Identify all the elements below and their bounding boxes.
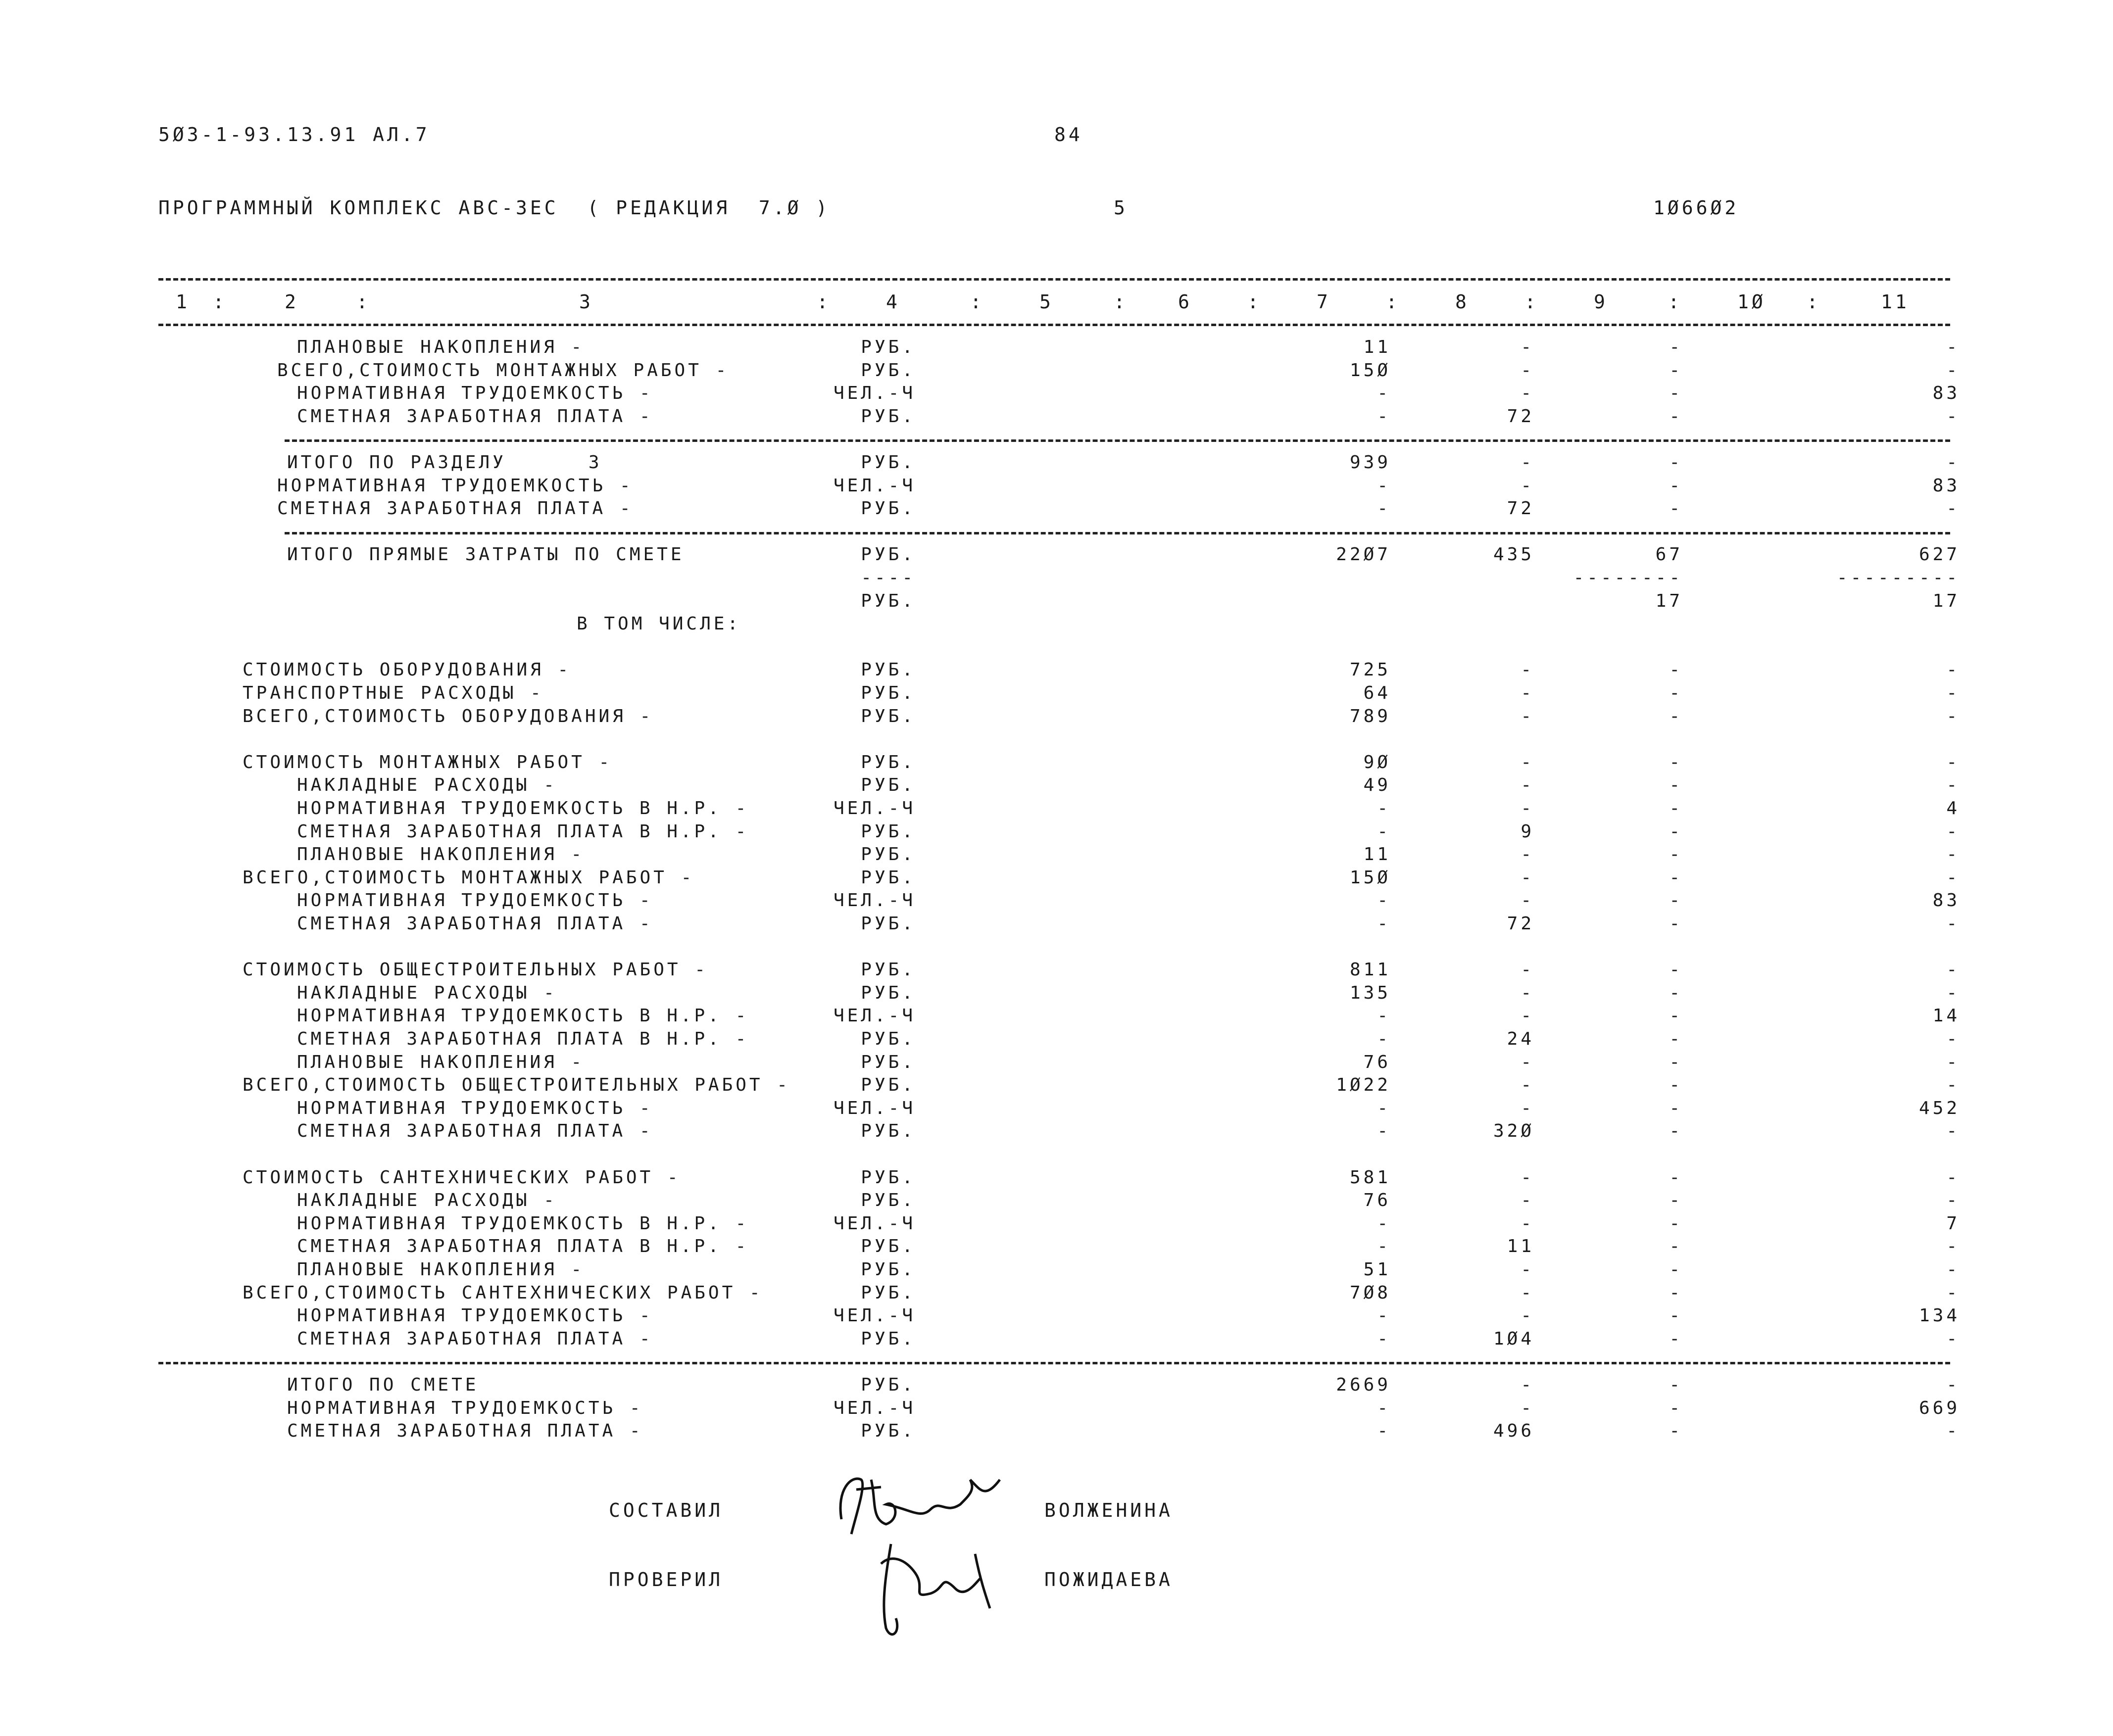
cell-c9: -	[1669, 660, 1683, 680]
compiled-label: СОСТАВИЛ	[609, 1499, 724, 1521]
cell-c7: -	[1377, 1098, 1391, 1118]
cell-c7: 1Ø22	[1336, 1075, 1391, 1096]
row-label: НОРМАТИВНАЯ ТРУДОЕМКОСТЬ -	[277, 475, 634, 496]
cell-c8: -	[1521, 752, 1534, 772]
program-title: ПРОГРАММНЫЙ КОМПЛЕКС АВС-3ЕС ( РЕДАКЦИЯ 7.Ø )	[158, 197, 831, 219]
cell-c7: 76	[1363, 1052, 1391, 1072]
row-label: СТОИМОСТЬ ОБЩЕСТРОИТЕЛЬНЫХ РАБОТ -	[243, 960, 708, 980]
row-unit: РУБ.	[861, 867, 916, 888]
cell-c7: -	[1377, 1398, 1391, 1418]
cell-c11: -	[1946, 1075, 1960, 1096]
cell-c9: 17	[1655, 590, 1683, 611]
row-unit: РУБ.	[861, 1259, 916, 1280]
column-separator: :	[356, 291, 371, 313]
column-separator: :	[1386, 291, 1400, 313]
cell-c11: -	[1946, 1328, 1960, 1349]
cell-c11: -	[1946, 1052, 1960, 1072]
cell-c7: 2669	[1336, 1375, 1391, 1395]
row-unit: РУБ.	[861, 1052, 916, 1072]
row-label: ПЛАНОВЫЕ НАКОПЛЕНИЯ -	[297, 337, 585, 357]
cell-c8: -	[1521, 867, 1534, 888]
column-header-8: 8	[1455, 291, 1470, 313]
column-header-9: 9	[1594, 291, 1608, 313]
cell-c8: 72	[1507, 914, 1534, 934]
cell-c9: -	[1669, 1052, 1683, 1072]
page-number: 84	[1054, 124, 1083, 145]
cell-c8: -	[1521, 337, 1534, 357]
cell-c7: 11	[1363, 337, 1391, 357]
cell-c8: -	[1521, 683, 1534, 703]
cell-c9: -	[1669, 683, 1683, 703]
row-label: СТОИМОСТЬ САНТЕХНИЧЕСКИХ РАБОТ -	[243, 1167, 681, 1188]
row-unit: РУБ.	[861, 775, 916, 796]
cell-c7: -	[1377, 1305, 1391, 1326]
estimate-code: 1Ø66Ø2	[1653, 197, 1739, 219]
cell-c7: 49	[1363, 775, 1391, 796]
row-label: ИТОГО ПО РАЗДЕЛУ 3	[287, 452, 602, 473]
row-label: СМЕТНАЯ ЗАРАБОТНАЯ ПЛАТА -	[297, 1328, 653, 1349]
cell-c8: -	[1521, 890, 1534, 911]
cell-c7: -	[1377, 1213, 1391, 1234]
cell-c7: 939	[1349, 452, 1391, 473]
cell-c9: -	[1669, 452, 1683, 473]
cell-c9: -	[1669, 1075, 1683, 1096]
cell-c11: 17	[1932, 590, 1960, 611]
cell-c7: 789	[1349, 706, 1391, 726]
cell-c11: -	[1946, 683, 1960, 703]
row-label: СМЕТНАЯ ЗАРАБОТНАЯ ПЛАТА -	[297, 914, 653, 934]
cell-c11: 627	[1918, 544, 1960, 565]
cell-c7: 76	[1363, 1190, 1391, 1211]
row-unit: РУБ.	[861, 406, 916, 427]
row-unit: РУБ.	[861, 1328, 916, 1349]
signature-checked	[861, 1534, 1010, 1648]
cell-c9: -	[1669, 867, 1683, 888]
signature-compiled	[822, 1460, 1010, 1544]
cell-c7: -	[1377, 475, 1391, 496]
cell-c7: 22Ø7	[1336, 544, 1391, 565]
row-unit: РУБ.	[861, 752, 916, 772]
row-unit: РУБ.	[861, 337, 916, 357]
cell-c8: -	[1521, 1098, 1534, 1118]
column-separator: :	[970, 291, 984, 313]
column-separator: :	[1524, 291, 1539, 313]
cell-c7: -	[1377, 821, 1391, 842]
cell-c11: -	[1946, 1190, 1960, 1211]
cell-c11: -	[1946, 752, 1960, 772]
column-header-3: 3	[579, 291, 593, 313]
cell-c11: -	[1946, 1375, 1960, 1395]
row-unit: РУБ.	[861, 1029, 916, 1049]
cell-c9: -	[1669, 1398, 1683, 1418]
column-header-4: 4	[886, 291, 900, 313]
cell-c7: -	[1377, 798, 1391, 819]
row-label: НОРМАТИВНАЯ ТРУДОЕМКОСТЬ В Н.Р. -	[297, 1006, 749, 1026]
column-separator: :	[817, 291, 831, 313]
row-unit: РУБ.	[861, 1282, 916, 1303]
cell-c7: 725	[1349, 660, 1391, 680]
cell-c9: -	[1669, 775, 1683, 796]
cell-c11: 7	[1946, 1213, 1960, 1234]
column-separator: :	[1668, 291, 1682, 313]
cell-c8: -	[1521, 383, 1534, 404]
column-separator: :	[1114, 291, 1128, 313]
row-unit: РУБ.	[861, 660, 916, 680]
row-unit: ЧЕЛ.-Ч	[833, 1305, 916, 1326]
row-unit: РУБ.	[861, 1236, 916, 1257]
row-label: СМЕТНАЯ ЗАРАБОТНАЯ ПЛАТА -	[297, 406, 653, 427]
row-label: НОРМАТИВНАЯ ТРУДОЕМКОСТЬ В Н.Р. -	[297, 798, 749, 819]
cell-c8: -	[1521, 475, 1534, 496]
cell-c9: -	[1669, 1006, 1683, 1026]
row-unit: ЧЕЛ.-Ч	[833, 798, 916, 819]
cell-c8: -	[1521, 1398, 1534, 1418]
cell-c11: -	[1946, 1236, 1960, 1257]
row-label: ИТОГО ПО СМЕТЕ	[287, 1375, 479, 1395]
row-unit: РУБ.	[861, 1167, 916, 1188]
cell-c9: -	[1669, 752, 1683, 772]
row-unit: ЧЕЛ.-Ч	[833, 1398, 916, 1418]
row-unit: ЧЕЛ.-Ч	[833, 1098, 916, 1118]
cell-c8: -	[1521, 1052, 1534, 1072]
cell-c11: 669	[1918, 1398, 1960, 1418]
cell-c9: -	[1669, 844, 1683, 865]
cell-c7: 64	[1363, 683, 1391, 703]
column-separator: :	[213, 291, 227, 313]
cell-c7: 7Ø8	[1349, 1282, 1391, 1303]
cell-c7: -	[1377, 890, 1391, 911]
cell-c8: 1Ø4	[1493, 1328, 1534, 1349]
cell-c9: -	[1669, 406, 1683, 427]
cell-c9: -	[1669, 360, 1683, 381]
cell-c7: -	[1377, 498, 1391, 519]
cell-c11: -	[1946, 360, 1960, 381]
cell-c8: -	[1521, 1305, 1534, 1326]
header-bottom-rule	[158, 324, 1950, 326]
row-label: ТРАНСПОРТНЫЕ РАСХОДЫ -	[243, 683, 544, 703]
cell-c11: -	[1946, 844, 1960, 865]
column-header-1: 1	[176, 291, 190, 313]
row-label: ВСЕГО,СТОИМОСТЬ МОНТАЖНЫХ РАБОТ -	[243, 867, 695, 888]
cell-c7: -	[1377, 1006, 1391, 1026]
cell-c9: -	[1669, 1305, 1683, 1326]
row-label: СМЕТНАЯ ЗАРАБОТНАЯ ПЛАТА В Н.Р. -	[297, 821, 749, 842]
cell-c7: 9Ø	[1363, 752, 1391, 772]
row-label: ПЛАНОВЫЕ НАКОПЛЕНИЯ -	[297, 1259, 585, 1280]
column-header-11: 11	[1881, 291, 1910, 313]
cell-c8: -	[1521, 798, 1534, 819]
cell-c8: -	[1521, 982, 1534, 1003]
row-label: ПЛАНОВЫЕ НАКОПЛЕНИЯ -	[297, 844, 585, 865]
cell-c8: -	[1521, 452, 1534, 473]
column-header-7: 7	[1317, 291, 1331, 313]
row-label: СТОИМОСТЬ ОБОРУДОВАНИЯ -	[243, 660, 572, 680]
cell-c7: 15Ø	[1349, 867, 1391, 888]
cell-c11: ---------	[1836, 568, 1960, 588]
cell-c11: -	[1946, 821, 1960, 842]
row-unit: РУБ.	[861, 1375, 916, 1395]
cell-c11: -	[1946, 775, 1960, 796]
cell-c8: 11	[1507, 1236, 1534, 1257]
cell-c9: -	[1669, 1328, 1683, 1349]
row-label: СМЕТНАЯ ЗАРАБОТНАЯ ПЛАТА -	[277, 498, 634, 519]
row-unit: РУБ.	[861, 821, 916, 842]
cell-c9: -	[1669, 1121, 1683, 1142]
row-unit: ЧЕЛ.-Ч	[833, 383, 916, 404]
row-unit: РУБ.	[861, 544, 916, 565]
row-unit: РУБ.	[861, 844, 916, 865]
row-label: НОРМАТИВНАЯ ТРУДОЕМКОСТЬ -	[297, 1098, 653, 1118]
row-unit: ЧЕЛ.-Ч	[833, 1213, 916, 1234]
row-unit: ЧЕЛ.-Ч	[833, 475, 916, 496]
row-label: ПЛАНОВЫЕ НАКОПЛЕНИЯ -	[297, 1052, 585, 1072]
cell-c8: -	[1521, 1190, 1534, 1211]
cell-c9: -	[1669, 960, 1683, 980]
row-label: НОРМАТИВНАЯ ТРУДОЕМКОСТЬ В Н.Р. -	[297, 1213, 749, 1234]
cell-c9: -	[1669, 1098, 1683, 1118]
cell-c9: -	[1669, 1282, 1683, 1303]
cell-c8: -	[1521, 1213, 1534, 1234]
cell-c9: -	[1669, 1236, 1683, 1257]
cell-c11: -	[1946, 1282, 1960, 1303]
cell-c11: -	[1946, 960, 1960, 980]
row-label: НАКЛАДНЫЕ РАСХОДЫ -	[297, 775, 557, 796]
cell-c8: -	[1521, 775, 1534, 796]
cell-c11: -	[1946, 982, 1960, 1003]
cell-c7: 15Ø	[1349, 360, 1391, 381]
row-label: СМЕТНАЯ ЗАРАБОТНАЯ ПЛАТА В Н.Р. -	[297, 1236, 749, 1257]
row-label: НОРМАТИВНАЯ ТРУДОЕМКОСТЬ -	[297, 890, 653, 911]
column-header-2: 2	[285, 291, 299, 313]
cell-c11: -	[1946, 452, 1960, 473]
cell-c8: -	[1521, 1167, 1534, 1188]
row-unit: ----	[861, 568, 916, 588]
cell-c7: -	[1377, 914, 1391, 934]
column-header-5: 5	[1039, 291, 1054, 313]
section-rule	[158, 1362, 1950, 1364]
row-unit: РУБ.	[861, 452, 916, 473]
cell-c11: 83	[1932, 383, 1960, 404]
cell-c8: -	[1521, 960, 1534, 980]
cell-c7: -	[1377, 1421, 1391, 1442]
cell-c9: -	[1669, 890, 1683, 911]
column-separator: :	[1247, 291, 1262, 313]
cell-c8: -	[1521, 360, 1534, 381]
cell-c9: -	[1669, 498, 1683, 519]
cell-c11: -	[1946, 337, 1960, 357]
column-header-6: 6	[1178, 291, 1192, 313]
cell-c11: 83	[1932, 890, 1960, 911]
cell-c8: 24	[1507, 1029, 1534, 1049]
cell-c9: -	[1669, 1167, 1683, 1188]
cell-c9: -	[1669, 1213, 1683, 1234]
cell-c11: -	[1946, 498, 1960, 519]
cell-c9: --------	[1573, 568, 1683, 588]
row-label: СТОИМОСТЬ МОНТАЖНЫХ РАБОТ -	[243, 752, 613, 772]
cell-c8: -	[1521, 1075, 1534, 1096]
row-label: НОРМАТИВНАЯ ТРУДОЕМКОСТЬ -	[297, 383, 653, 404]
cell-c7: 811	[1349, 960, 1391, 980]
cell-c11: -	[1946, 914, 1960, 934]
row-label: ВСЕГО,СТОИМОСТЬ МОНТАЖНЫХ РАБОТ -	[277, 360, 730, 381]
cell-c7: -	[1377, 406, 1391, 427]
row-unit: РУБ.	[861, 360, 916, 381]
header-top-rule	[158, 278, 1950, 281]
cell-c8: 496	[1493, 1421, 1534, 1442]
row-label: НАКЛАДНЫЕ РАСХОДЫ -	[297, 982, 557, 1003]
cell-c9: -	[1669, 706, 1683, 726]
cell-c11: 14	[1932, 1006, 1960, 1026]
cell-c9: -	[1669, 1375, 1683, 1395]
cell-c9: -	[1669, 1259, 1683, 1280]
cell-c11: -	[1946, 1421, 1960, 1442]
cell-c9: -	[1669, 475, 1683, 496]
cell-c8: -	[1521, 660, 1534, 680]
row-label: ВСЕГО,СТОИМОСТЬ ОБОРУДОВАНИЯ -	[243, 706, 654, 726]
row-label: ВСЕГО,СТОИМОСТЬ ОБЩЕСТРОИТЕЛЬНЫХ РАБОТ -	[243, 1075, 790, 1096]
cell-c7: 135	[1349, 982, 1391, 1003]
cell-c9: -	[1669, 798, 1683, 819]
section-subheading: В ТОМ ЧИСЛЕ:	[577, 614, 741, 634]
row-unit: РУБ.	[861, 590, 916, 611]
column-separator: :	[1807, 291, 1821, 313]
cell-c11: -	[1946, 406, 1960, 427]
cell-c9: -	[1669, 1421, 1683, 1442]
document-code: 5Ø3-1-93.13.91 АЛ.7	[158, 124, 430, 145]
cell-c8: -	[1521, 1006, 1534, 1026]
section-number: 5	[1114, 197, 1128, 219]
row-unit: ЧЕЛ.-Ч	[833, 1006, 916, 1026]
row-unit: РУБ.	[861, 960, 916, 980]
cell-c11: 452	[1918, 1098, 1960, 1118]
row-unit: РУБ.	[861, 982, 916, 1003]
row-unit: РУБ.	[861, 914, 916, 934]
cell-c11: 134	[1918, 1305, 1960, 1326]
cell-c7: -	[1377, 1029, 1391, 1049]
row-label: НОРМАТИВНАЯ ТРУДОЕМКОСТЬ -	[287, 1398, 643, 1418]
cell-c9: -	[1669, 383, 1683, 404]
row-unit: РУБ.	[861, 683, 916, 703]
row-unit: РУБ.	[861, 1075, 916, 1096]
cell-c11: -	[1946, 1121, 1960, 1142]
cell-c11: 83	[1932, 475, 1960, 496]
cell-c8: -	[1521, 844, 1534, 865]
row-label: СМЕТНАЯ ЗАРАБОТНАЯ ПЛАТА В Н.Р. -	[297, 1029, 749, 1049]
cell-c8: -	[1521, 1259, 1534, 1280]
cell-c7: 51	[1363, 1259, 1391, 1280]
row-unit: РУБ.	[861, 1421, 916, 1442]
cell-c11: -	[1946, 660, 1960, 680]
cell-c7: 11	[1363, 844, 1391, 865]
row-label: НОРМАТИВНАЯ ТРУДОЕМКОСТЬ -	[297, 1305, 653, 1326]
cell-c8: -	[1521, 1375, 1534, 1395]
row-unit: РУБ.	[861, 498, 916, 519]
cell-c9: -	[1669, 1190, 1683, 1211]
cell-c11: -	[1946, 1259, 1960, 1280]
cell-c8: 72	[1507, 498, 1534, 519]
checked-name: ПОЖИДАЕВА	[1044, 1569, 1173, 1591]
cell-c9: -	[1669, 337, 1683, 357]
cell-c11: -	[1946, 1167, 1960, 1188]
section-rule	[285, 439, 1950, 442]
cell-c9: -	[1669, 821, 1683, 842]
checked-label: ПРОВЕРИЛ	[609, 1569, 724, 1591]
row-unit: РУБ.	[861, 1190, 916, 1211]
compiled-name: ВОЛЖЕНИНА	[1044, 1499, 1173, 1521]
cell-c9: -	[1669, 1029, 1683, 1049]
row-label: ИТОГО ПРЯМЫЕ ЗАТРАТЫ ПО СМЕТЕ	[287, 544, 685, 565]
row-label: НАКЛАДНЫЕ РАСХОДЫ -	[297, 1190, 557, 1211]
row-unit: РУБ.	[861, 1121, 916, 1142]
cell-c9: -	[1669, 914, 1683, 934]
cell-c9: 67	[1655, 544, 1683, 565]
cell-c7: -	[1377, 383, 1391, 404]
row-label: ВСЕГО,СТОИМОСТЬ САНТЕХНИЧЕСКИХ РАБОТ -	[243, 1282, 763, 1303]
row-unit: ЧЕЛ.-Ч	[833, 890, 916, 911]
cell-c8: 32Ø	[1493, 1121, 1534, 1142]
cell-c9: -	[1669, 982, 1683, 1003]
section-rule	[285, 532, 1950, 534]
cell-c8: 9	[1521, 821, 1534, 842]
cell-c11: -	[1946, 1029, 1960, 1049]
cell-c8: -	[1521, 706, 1534, 726]
column-header-10: 1Ø	[1737, 291, 1766, 313]
cell-c11: -	[1946, 706, 1960, 726]
cell-c8: 435	[1493, 544, 1534, 565]
row-label: СМЕТНАЯ ЗАРАБОТНАЯ ПЛАТА -	[287, 1421, 643, 1442]
cell-c7: 581	[1349, 1167, 1391, 1188]
cell-c7: -	[1377, 1236, 1391, 1257]
cell-c8: -	[1521, 1282, 1534, 1303]
cell-c11: 4	[1946, 798, 1960, 819]
cell-c8: 72	[1507, 406, 1534, 427]
row-unit: РУБ.	[861, 706, 916, 726]
cell-c7: -	[1377, 1121, 1391, 1142]
cell-c7: -	[1377, 1328, 1391, 1349]
cell-c11: -	[1946, 867, 1960, 888]
row-label: СМЕТНАЯ ЗАРАБОТНАЯ ПЛАТА -	[297, 1121, 653, 1142]
